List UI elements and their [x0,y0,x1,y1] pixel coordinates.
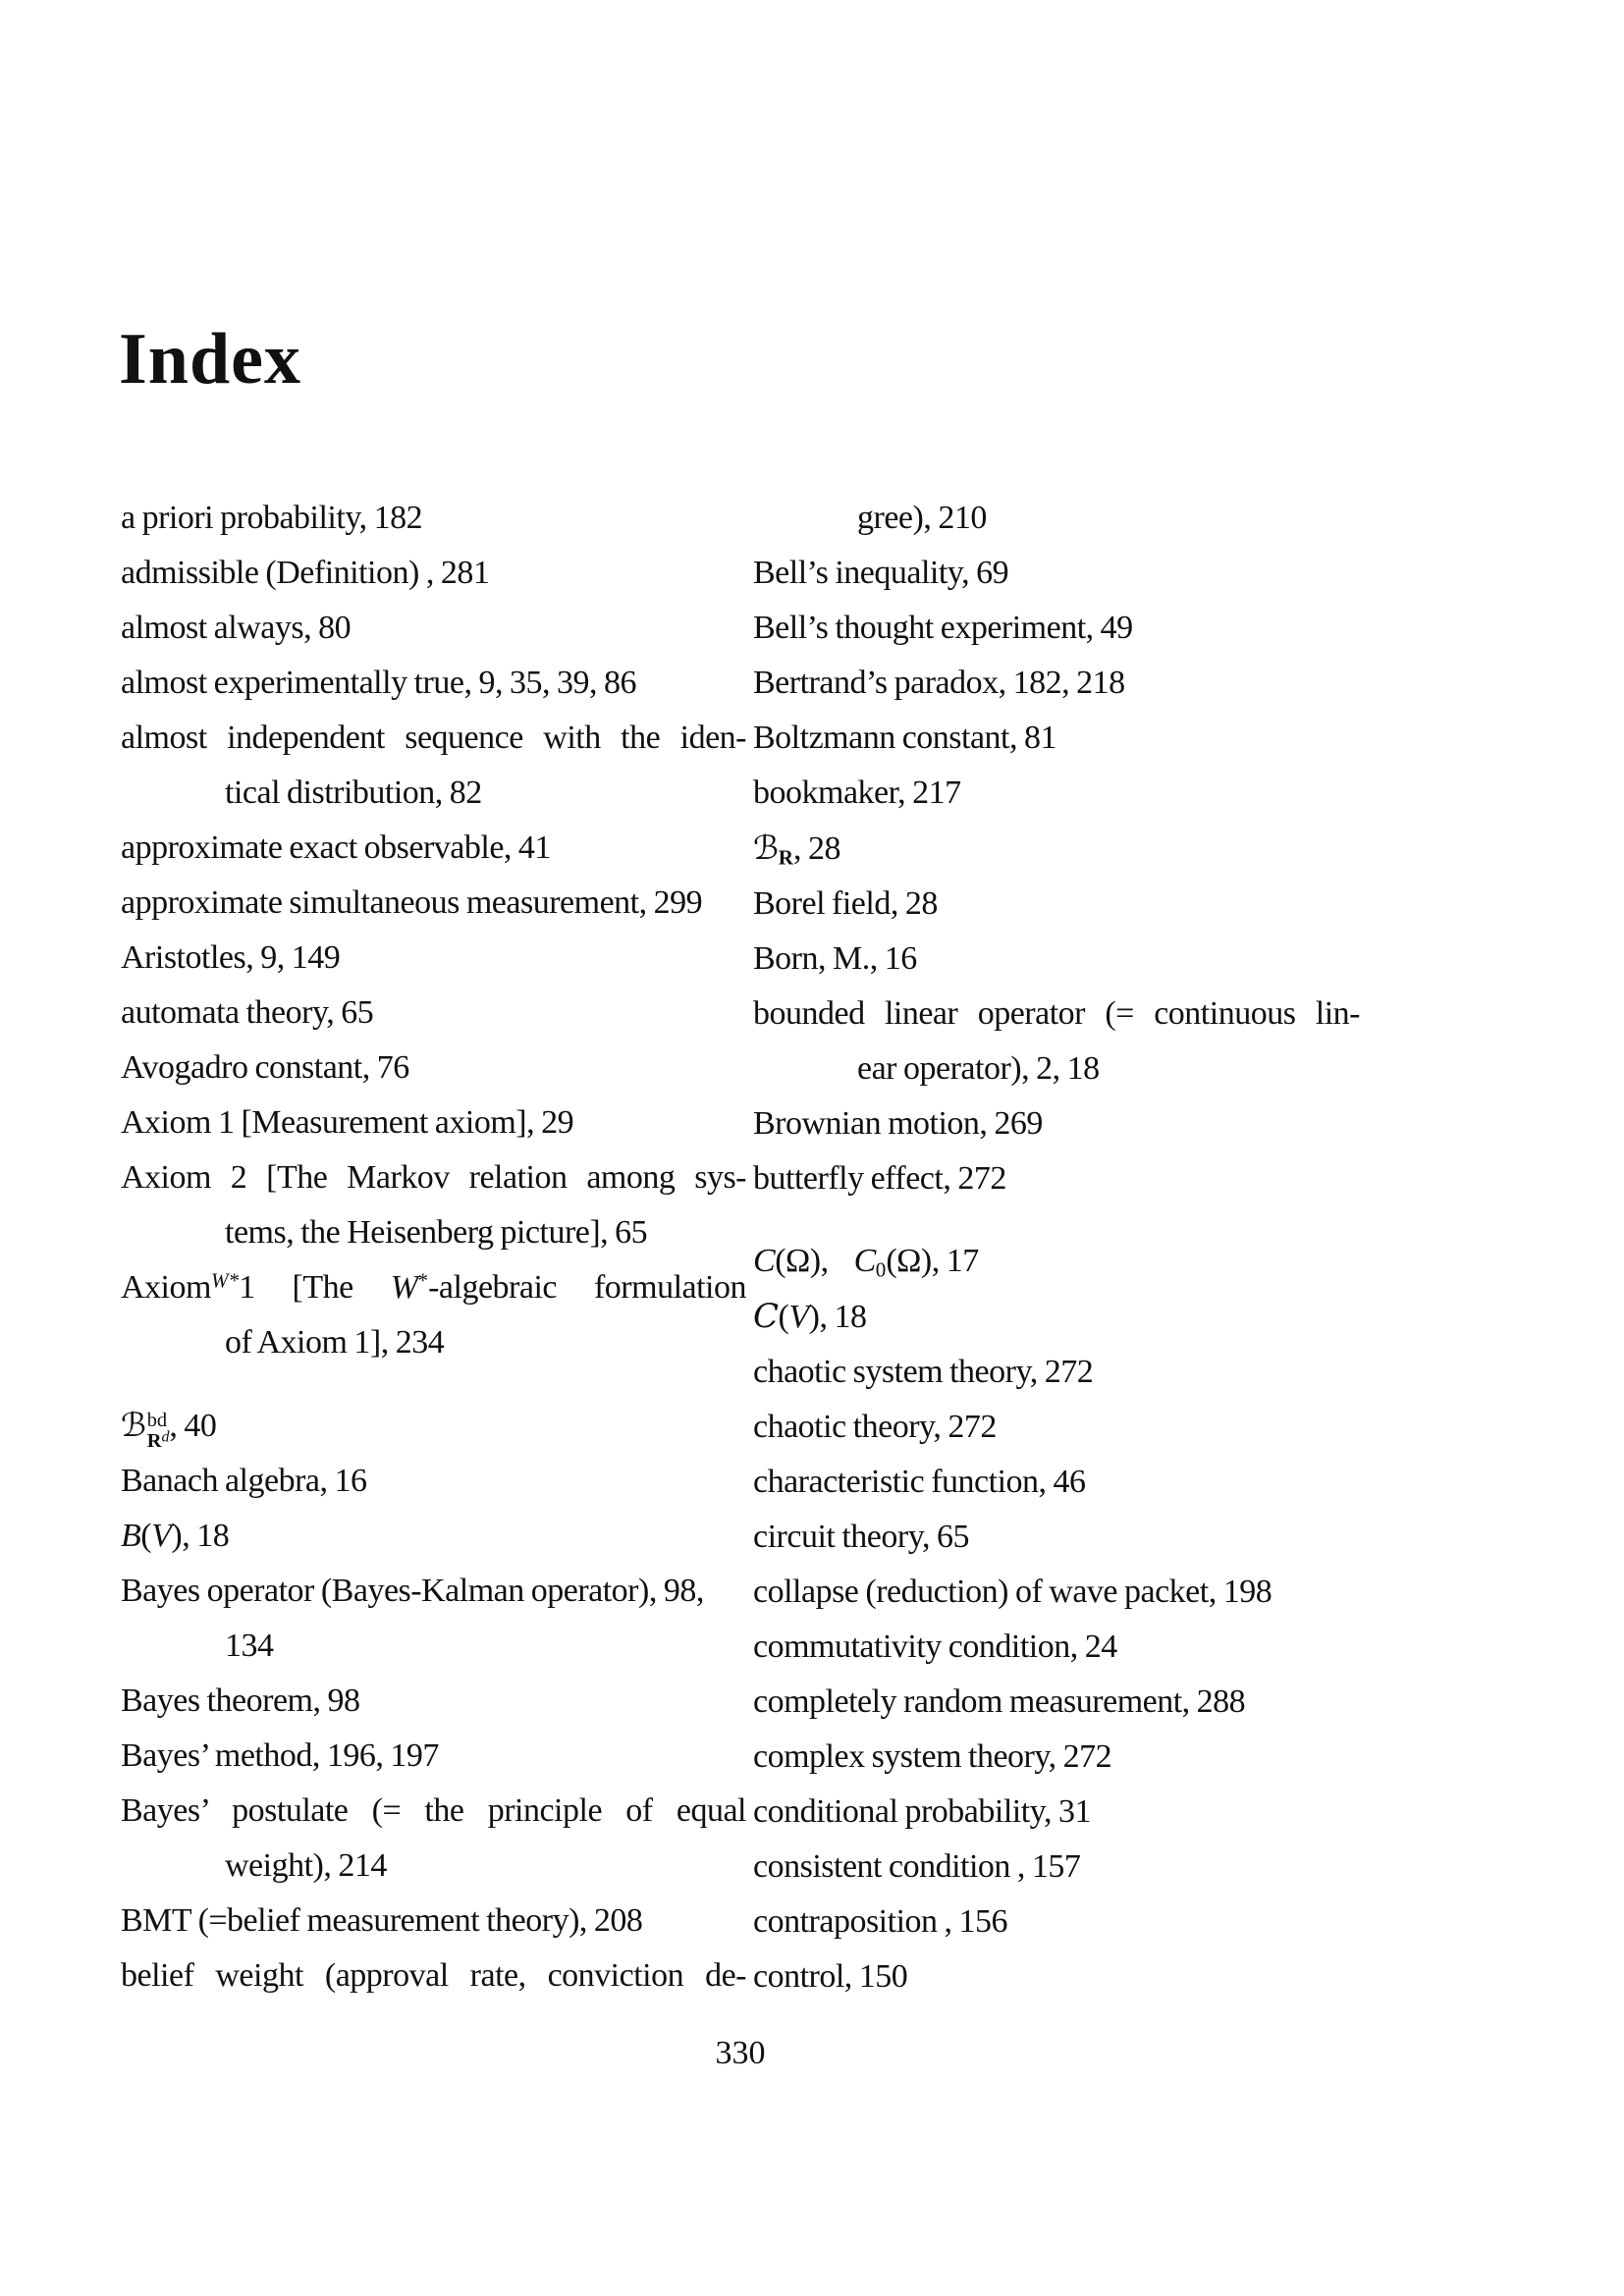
index-entry-line: almost always, 80 [121,610,352,646]
index-entry-line: almost independent sequence with the iden- [121,720,746,756]
index-entry-line: gree), 210 [857,500,987,536]
index-entry-line: tems, the Heisenberg picture], 65 [225,1214,648,1251]
index-entry-line: contraposition , 156 [753,1903,1008,1940]
index-entry-line: Bayes’ postulate (= the principle of equal [121,1792,746,1829]
index-entry-line: bookmaker, 217 [753,774,961,811]
index-entry-line: tical distribution, 82 [225,774,482,811]
index-entry-line: consistent condition , 157 [753,1848,1081,1885]
index-entry-line: circuit theory, 65 [753,1519,969,1555]
index-entry-line: chaotic system theory, 272 [753,1354,1094,1390]
index-entry-line: belief weight (approval rate, conviction de- [121,1957,746,1994]
index-entry-line: C(V), 18 [753,1297,867,1336]
index-entry-line: ℬ bd $R^d$ , 40 [121,1406,217,1452]
index-entry-line: B(V), 18 [121,1518,230,1554]
index-entry-line: Axiom 2 [The Markov relation among sys- [121,1159,746,1196]
index-entry-line: Boltzmann constant, 81 [753,720,1057,756]
index-column-right [753,491,1360,2004]
index-entry-line: Bayes operator (Bayes-Kalman operator), 98, [121,1573,704,1609]
index-entry-line: Brownian motion, 269 [753,1105,1043,1142]
index-entry-line: Bell’s thought experiment, 49 [753,610,1133,646]
index-entry-line: Axiom 1 [Measurement axiom], 29 [121,1104,574,1141]
page-title: Index [119,319,301,400]
index-entry-line: 134 [225,1628,274,1664]
index-entry-line: weight), 214 [225,1847,387,1884]
index-entry-line: bounded linear operator (= continuous lin- [753,995,1360,1032]
index-entry-line: BMT (=belief measurement theory), 208 [121,1902,643,1939]
index-entry-line: Bertrand’s paradox, 182, 218 [753,665,1125,701]
index-entry-line: Aristotles, 9, 149 [121,939,341,976]
index-entry-line: Bayes theorem, 98 [121,1682,360,1719]
index-entry-line: complex system theory, 272 [753,1738,1112,1775]
index-entry-line: Bell’s inequality, 69 [753,555,1009,591]
index-entry-line: admissible (Definition) , 281 [121,555,490,591]
index-entry-line: C(Ω), $C_0(\Omega)$, 17 [753,1243,979,1282]
index-entry-line: completely random measurement, 288 [753,1683,1246,1720]
index-entry-line: butterfly effect, 272 [753,1160,1006,1197]
index-entry-line: collapse (reduction) of wave packet, 198 [753,1574,1272,1610]
index-entry-line: Avogadro constant, 76 [121,1049,409,1086]
index-entry-line: of Axiom 1], 234 [225,1324,445,1361]
index-entry-line: chaotic theory, 272 [753,1409,997,1445]
index-entry-line: control, 150 [753,1958,908,1995]
index-entry-line: almost experimentally true, 9, 35, 39, 86 [121,665,636,701]
index-entry-line: ℬ$_R$, 28 [753,828,840,870]
index-entry-line: approximate exact observable, 41 [121,829,551,866]
page-number: 330 [715,2035,766,2071]
index-entry-line: approximate simultaneous measurement, 299 [121,884,703,921]
index-entry-line: Banach algebra, 16 [121,1463,367,1499]
index-entry-line: Axiom$^{W*}$1 [The W*-algebraic formulation [121,1268,746,1306]
index-entry-line: Bayes’ method, 196, 197 [121,1737,439,1774]
index-entry-line: a priori probability, 182 [121,500,423,536]
index-entry-line: characteristic function, 46 [753,1464,1086,1500]
index-entry-line: ear operator), 2, 18 [857,1050,1100,1087]
index-column-left [121,491,746,2003]
index-entry-line: Borel field, 28 [753,885,938,922]
index-entry-line: commutativity condition, 24 [753,1629,1117,1665]
index-entry-line: Born, M., 16 [753,940,917,977]
index-entry-line: conditional probability, 31 [753,1793,1091,1830]
index-entry-line: automata theory, 65 [121,994,374,1031]
